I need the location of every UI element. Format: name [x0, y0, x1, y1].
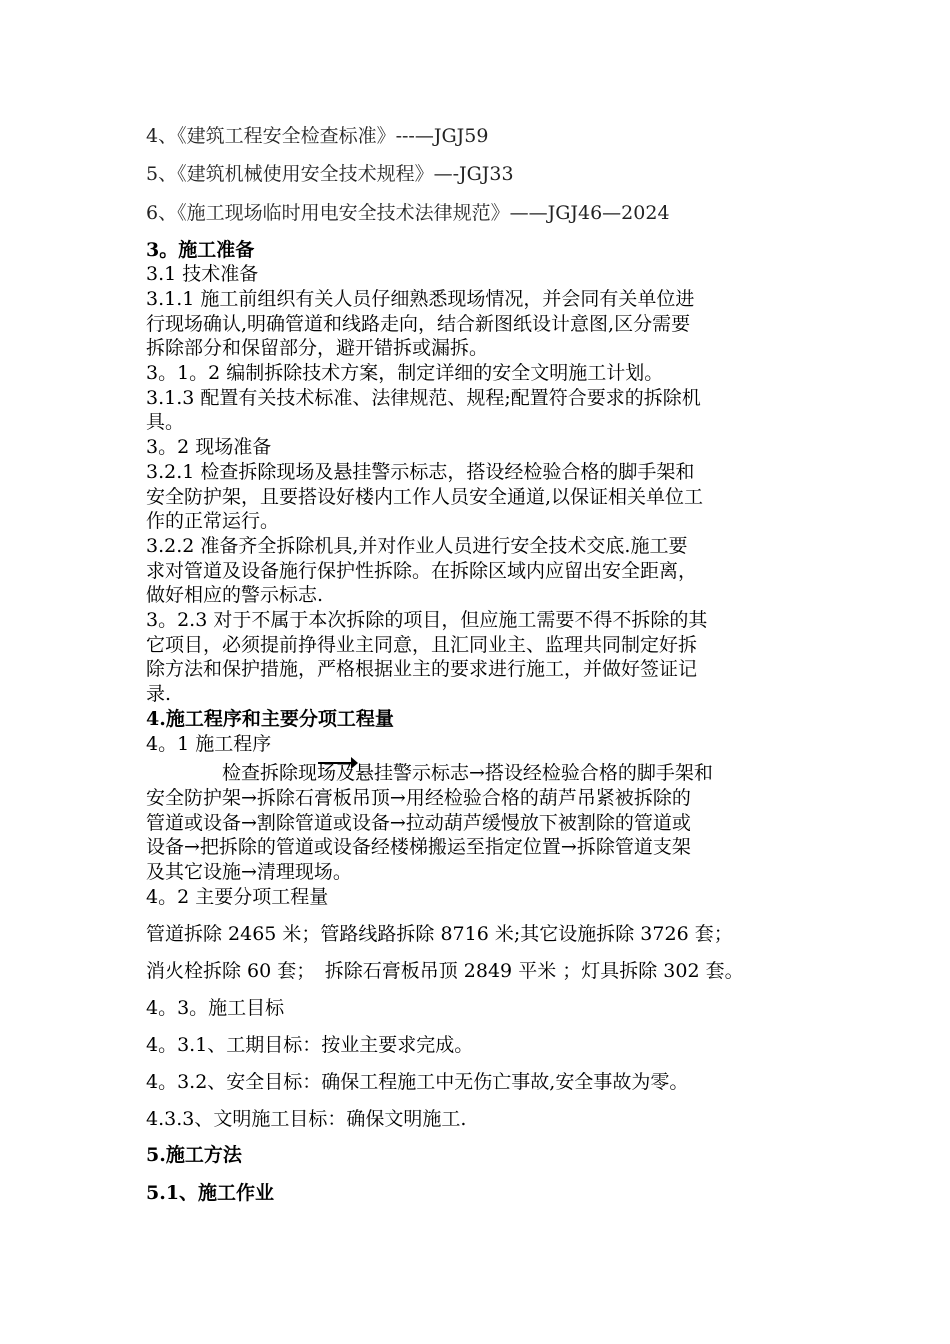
paragraph-3-2-3-line: 除方法和保护措施，严格根据业主的要求进行施工，并做好签证记	[146, 658, 698, 680]
paragraph-3-1-1-line: 3.1.1 施工前组织有关人员仔细熟悉现场情况，并会同有关单位进	[146, 288, 695, 310]
section-3-2-heading: 3。2 现场准备	[146, 436, 272, 458]
procedure-line: 安全防护架→拆除石膏板吊顶→用经检验合格的葫芦吊紧被拆除的	[146, 787, 691, 809]
quantity-line: 管道拆除 2465 米；管路线路拆除 8716 米;其它设施拆除 3726 套；	[146, 923, 733, 945]
goal-civilized: 4.3.3、文明施工目标：确保文明施工.	[146, 1108, 467, 1130]
paragraph-3-2-3-line: 录.	[146, 683, 172, 705]
paragraph-3-1-3-line: 具。	[146, 411, 185, 433]
paragraph-3-2-2-line: 求对管道及设备施行保护性拆除。在拆除区域内应留出安全距离，	[146, 560, 698, 582]
standard-item-4: 4、《建筑工程安全检查标准》---—JGJ59	[146, 125, 489, 147]
quantity-line: 消火栓拆除 60 套； 拆除石膏板吊顶 2849 平米 ；灯具拆除 302 套。	[146, 960, 744, 982]
paragraph-3-1-3-line: 3.1.3 配置有关技术标准、法律规范、规程;配置符合要求的拆除机	[146, 387, 701, 409]
paragraph-3-2-1-line: 作的正常运行。	[146, 510, 280, 532]
paragraph-3-2-2-line: 3.2.2 准备齐全拆除机具,并对作业人员进行安全技术交底.施工要	[146, 535, 688, 557]
procedure-line: 设备→把拆除的管道或设备经楼梯搬运至指定位置→拆除管道支架	[146, 836, 691, 858]
procedure-line: 管道或设备→割除管道或设备→拉动葫芦缓慢放下被割除的管道或	[146, 812, 691, 834]
paragraph-3-2-2-line: 做好相应的警示标志.	[146, 584, 324, 606]
paragraph-3-1-1-line: 行现场确认,明确管道和线路走向，结合新图纸设计意图,区分需要	[146, 313, 691, 335]
procedure-line: 及其它设施→清理现场。	[146, 861, 352, 883]
paragraph-3-2-1-line: 安全防护架，且要搭设好楼内工作人员安全通道,以保证相关单位工	[146, 486, 704, 508]
section-5-heading: 5.施工方法	[146, 1144, 242, 1166]
goal-schedule: 4。3.1、工期目标：按业主要求完成。	[146, 1034, 474, 1056]
standard-item-6: 6、《施工现场临时用电安全技术法律规范》——JGJ46—2024	[146, 202, 670, 224]
standard-item-5: 5、《建筑机械使用安全技术规程》—-JGJ33	[146, 163, 514, 185]
section-4-2-heading: 4。2 主要分项工程量	[146, 886, 329, 908]
section-4-1-heading: 4。1 施工程序	[146, 733, 272, 755]
section-4-heading: 4.施工程序和主要分项工程量	[146, 708, 394, 730]
section-5-1-heading: 5.1、施工作业	[146, 1182, 275, 1204]
paragraph-3-2-3-line: 它项目，必须提前挣得业主同意，且汇同业主、监理共同制定好拆	[146, 634, 698, 656]
procedure-line: 检查拆除现场及悬挂警示标志→搭设经检验合格的脚手架和	[222, 762, 713, 784]
paragraph-3-1-1-line: 拆除部分和保留部分，避开错拆或漏拆。	[146, 337, 489, 359]
section-3-1-heading: 3.1 技术准备	[146, 263, 259, 285]
goal-safety: 4。3.2、安全目标：确保工程施工中无伤亡事故,安全事故为零。	[146, 1071, 689, 1093]
paragraph-3-1-2: 3。1。2 编制拆除技术方案，制定详细的安全文明施工计划。	[146, 362, 664, 384]
section-4-3-heading: 4。3。施工目标	[146, 997, 285, 1019]
section-3-heading: 3。施工准备	[146, 239, 255, 261]
paragraph-3-2-1-line: 3.2.1 检查拆除现场及悬挂警示标志，搭设经检验合格的脚手架和	[146, 461, 695, 483]
paragraph-3-2-3-line: 3。2.3 对于不属于本次拆除的项目，但应施工需要不得不拆除的其	[146, 609, 708, 631]
